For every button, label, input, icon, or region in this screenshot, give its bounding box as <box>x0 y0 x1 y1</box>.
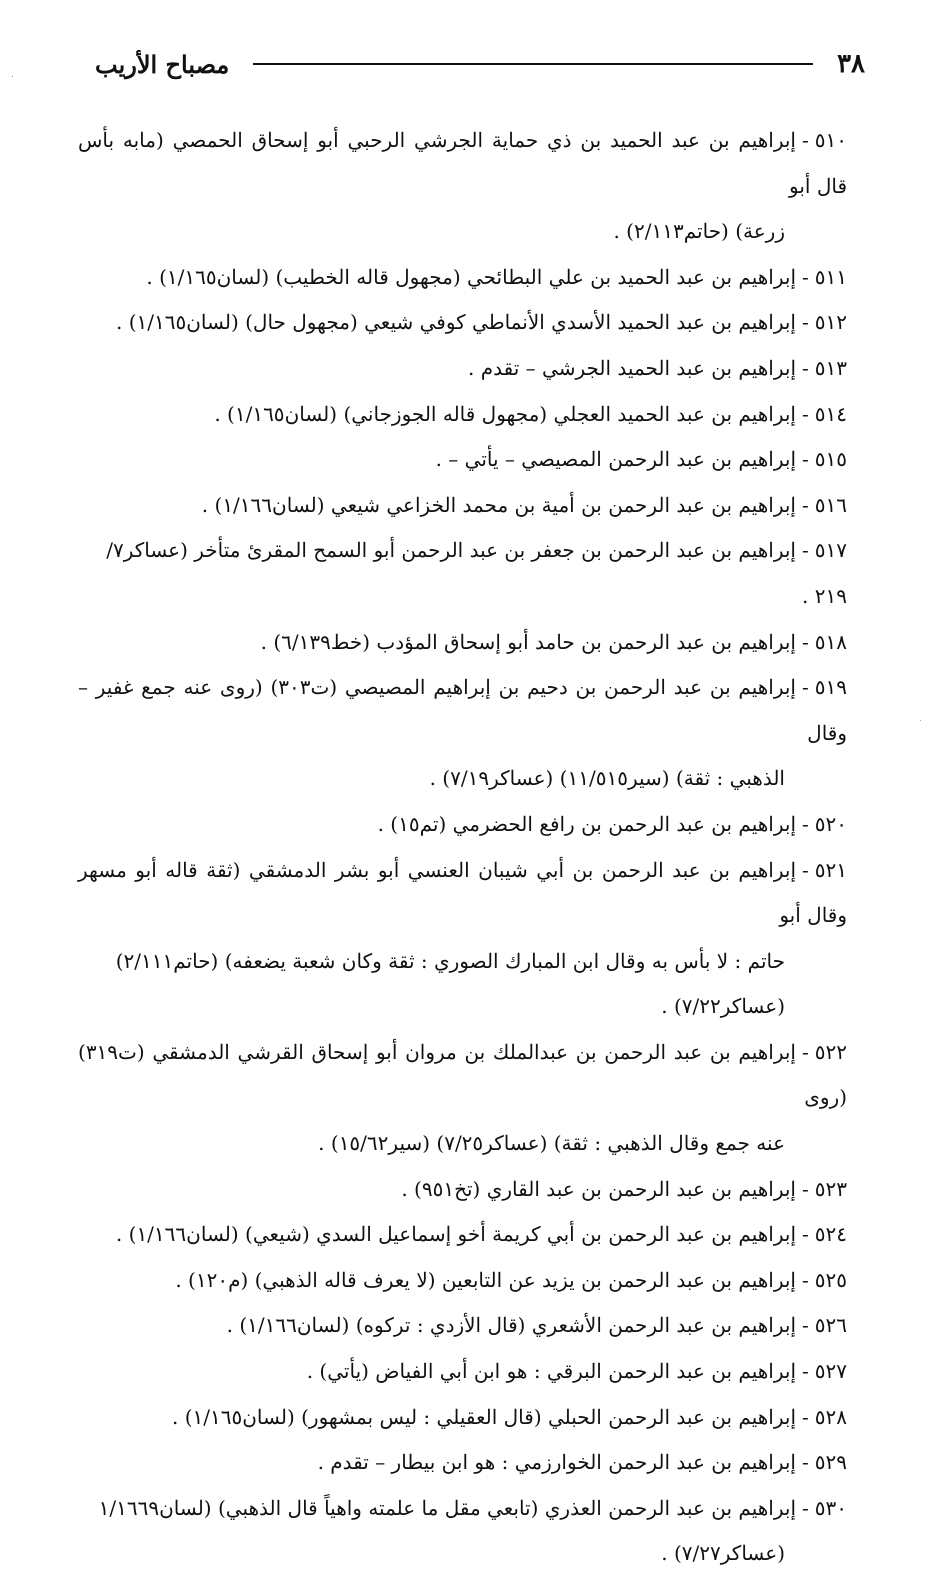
list-item <box>78 392 847 438</box>
entry-text: إبراهيم بن عبد الرحمن بن رافع الحضرمي (تم١٥) . <box>377 811 796 836</box>
entry-dash: - <box>802 1222 809 1247</box>
entry-text: إبراهيم بن عبد الرحمن بن عبد القاري (تخ٩٥١) . <box>401 1176 796 1201</box>
entry-dash: - <box>802 310 809 335</box>
list-item <box>78 1395 847 1441</box>
entry-text: إبراهيم بن عبد الرحمن بن جعفر بن عبد الرحمن أبو السمح المقرئ متأخر (عساكر٧/ ٢١٩ . <box>106 538 847 608</box>
entry-number: ٥٢١ <box>814 857 847 882</box>
entry-text: إبراهيم بن عبد الرحمن بن دحيم بن إبراهيم المصيصي (ت٣٠٣) (روى عنه جمع غفير – وقال <box>78 675 847 745</box>
entry-number: ٥٢٠ <box>814 811 847 836</box>
entry-dash: - <box>802 355 809 380</box>
list-item <box>78 255 847 301</box>
entry-dash: - <box>802 1359 809 1384</box>
list-item <box>78 1258 847 1304</box>
scan-speck <box>12 76 13 77</box>
entry-number: ٥١٧ <box>814 538 847 563</box>
entry-number: ٥١٥ <box>814 447 847 472</box>
list-item <box>78 1349 847 1395</box>
entry-number: ٥١١ <box>814 264 847 289</box>
entry-text: إبراهيم بن عبد الرحمن بن أبي كريمة أخو إسماعيل السدي (شيعي) (لسان١/١٦٦) . <box>115 1222 796 1247</box>
entry-number: ٥١٤ <box>814 401 847 426</box>
entry-dash: - <box>802 538 809 563</box>
entry-text: إبراهيم بن عبد الرحمن بن أمية بن محمد الخزاعي شيعي (لسان١/١٦٦) . <box>201 492 796 517</box>
list-item <box>78 1440 847 1486</box>
entry-dash: - <box>802 629 809 654</box>
list-item <box>78 848 847 1030</box>
entry-number: ٥١٠ <box>814 128 847 152</box>
entry-text: إبراهيم بن عبد الحميد بن علي البطائحي (مجهول قاله الخطيب) (لسان١/١٦٥) . <box>146 264 796 289</box>
entry-number: ٥٢٤ <box>814 1222 847 1247</box>
entry-text: إبراهيم بن عبد الرحمن العذري (تابعي مقل ما علمته واهياً قال الذهبي) (لسان١/١٦٦٩ <box>98 1495 796 1520</box>
entry-text: إبراهيم بن عبد الرحمن الأشعري (قال الأزدي : تركوه) (لسان١/١٦٦) . <box>226 1313 796 1338</box>
entry-dash: - <box>802 857 809 882</box>
list-item <box>78 1212 847 1258</box>
entry-text: إبراهيم بن عبد الحميد بن ذي حماية الجرشي الرحبي أبو إسحاق الحمصي (مابه بأس قال أبو <box>78 128 847 198</box>
entry-continuation: حاتم : لا بأس به وقال ابن المبارك الصوري : ثقة وكان شعبة يضعفه) (حاتم٢/١١١) <box>115 948 785 973</box>
entry-continuation: زرعة) (حاتم٢/١١٣) . <box>613 219 785 244</box>
entry-text: إبراهيم بن عبد الرحمن بن حامد أبو إسحاق المؤدب (خط٦/١٣٩) . <box>260 629 796 654</box>
entry-continuation: (عساكر٧/٢٧) . <box>661 1541 785 1566</box>
entry-continuation: عنه جمع وقال الذهبي : ثقة) (عساكر٧/٢٥) (سير١٥/٦٢) . <box>318 1131 785 1156</box>
entry-dash: - <box>802 675 809 700</box>
entry-number: ٥٢٨ <box>814 1404 847 1429</box>
entry-dash: - <box>802 1404 809 1429</box>
entry-number: ٥٣٠ <box>814 1495 847 1520</box>
page-number: ٣٨ <box>837 49 865 79</box>
entry-text: إبراهيم بن عبد الرحمن بن عبدالملك بن مروان أبو إسحاق القرشي الدمشقي (ت٣١٩) (روى <box>78 1039 847 1110</box>
entry-text: إبراهيم بن عبد الرحمن الخوارزمي : هو ابن بيطار – تقدم . <box>317 1450 796 1475</box>
running-head <box>95 44 865 84</box>
list-item <box>78 1486 847 1577</box>
entry-number: ٥٢٧ <box>814 1359 847 1384</box>
entry-dash: - <box>802 264 809 289</box>
entry-number: ٥١٣ <box>814 355 847 380</box>
entry-text: إبراهيم بن عبد الحميد الجرشي – تقدم . <box>468 355 796 380</box>
entry-number: ٥١٨ <box>814 629 847 654</box>
entry-number: ٥٢٥ <box>814 1267 847 1292</box>
entry-dash: - <box>802 1450 809 1475</box>
entry-text: إبراهيم بن عبد الرحمن الحبلي (قال العقيلي : ليس بمشهور) (لسان١/١٦٥) . <box>171 1404 796 1429</box>
entry-dash: - <box>802 447 809 472</box>
list-item <box>78 483 847 529</box>
scan-speck <box>920 720 921 721</box>
entry-dash: - <box>802 401 809 426</box>
entry-number: ٥٢٩ <box>814 1450 847 1475</box>
entry-text: إبراهيم بن عبد الحميد العجلي (مجهول قاله الجوزجاني) (لسان١/١٦٥) . <box>214 401 796 426</box>
list-item <box>78 620 847 666</box>
entry-continuation: الذهبي : ثقة) (سير١١/٥١٥) (عساكر٧/١٩) . <box>429 766 785 791</box>
entry-number: ٥٢٢ <box>814 1039 847 1064</box>
list-item <box>78 118 847 255</box>
list-item <box>78 1167 847 1213</box>
list-item <box>78 300 847 346</box>
entry-number: ٥٢٣ <box>814 1176 847 1201</box>
entry-number: ٥٢٦ <box>814 1313 847 1338</box>
entry-text: إبراهيم بن عبد الحميد الأسدي الأنماطي كوفي شيعي (مجهول حال) (لسان١/١٦٥) . <box>115 310 796 335</box>
entry-dash: - <box>802 1495 809 1520</box>
entry-number: ٥١٢ <box>814 310 847 335</box>
entry-text: إبراهيم بن عبد الرحمن المصيصي – يأتي – . <box>435 447 796 472</box>
list-item <box>78 802 847 848</box>
entry-dash: - <box>802 1176 809 1201</box>
list-item <box>78 665 847 802</box>
book-title: مصباح الأريب <box>95 49 230 79</box>
entry-number: ٥١٦ <box>814 492 847 517</box>
entry-dash: - <box>802 492 809 517</box>
list-item <box>78 1030 847 1167</box>
entry-dash: - <box>802 1267 809 1292</box>
list-item <box>78 437 847 483</box>
list-item <box>78 346 847 392</box>
entry-text: إبراهيم بن عبد الرحمن بن أبي شيبان العنسي أبو بشر الدمشقي (ثقة قاله أبو مسهر وقال أبو <box>78 857 847 928</box>
header-rule <box>253 63 813 65</box>
entry-dash: - <box>802 1313 809 1338</box>
entry-dash: - <box>802 811 809 836</box>
entry-dash: - <box>802 1039 809 1064</box>
narrator-list <box>78 118 847 1577</box>
entry-dash: - <box>802 128 809 152</box>
list-item <box>78 528 847 619</box>
entry-continuation: (عساكر٧/٢٢) . <box>661 994 785 1019</box>
entry-text: إبراهيم بن عبد الرحمن البرقي : هو ابن أبي الفياض (يأتي) . <box>306 1359 796 1384</box>
entry-number: ٥١٩ <box>814 675 847 700</box>
list-item <box>78 1303 847 1349</box>
entry-text: إبراهيم بن عبد الرحمن بن يزيد عن التابعين (لا يعرف قاله الذهبي) (م١٢٠) . <box>175 1267 796 1292</box>
